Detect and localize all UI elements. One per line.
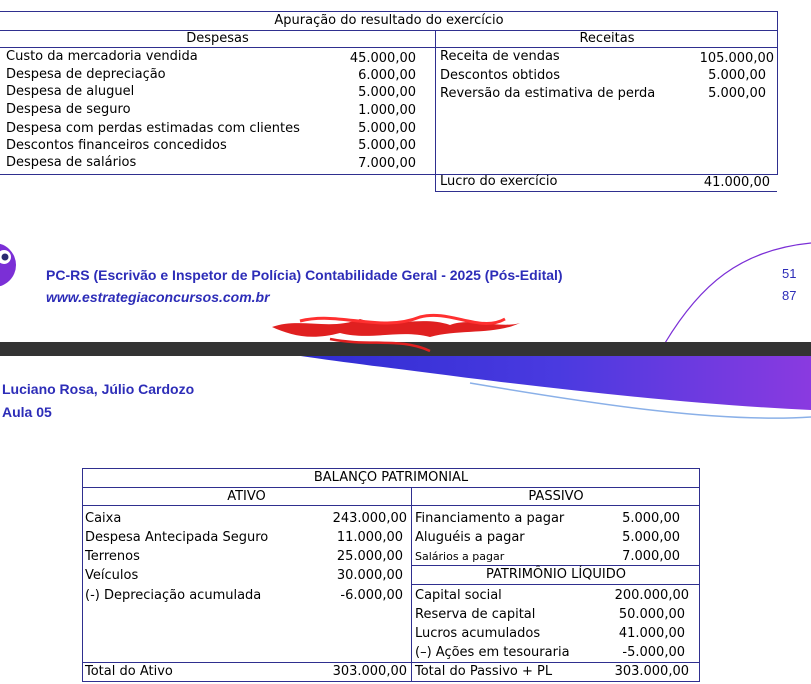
dre-lucro-underline: [435, 191, 777, 192]
bal-border-bottom: [82, 681, 700, 682]
ativo-label: Terrenos: [85, 549, 140, 564]
dre-center-divider: [435, 30, 436, 192]
pl-label: Capital social: [415, 588, 502, 603]
total-passivo-label: Total do Passivo + PL: [415, 664, 553, 679]
despesa-value: 7.000,00: [358, 156, 416, 171]
ativo-label: Veículos: [85, 568, 139, 583]
ativo-value: 11.000,00: [336, 530, 403, 545]
header-decoration: [0, 205, 811, 445]
authors: Luciano Rosa, Júlio Cardozo: [2, 381, 195, 397]
bal-header-divider: [82, 505, 700, 506]
passivo-label: Financiamento a pagar: [415, 511, 565, 526]
pl-label: Lucros acumulados: [415, 626, 541, 641]
dre-title: Apuração do resultado do exercício: [274, 13, 504, 28]
despesa-value: 45.000,00: [349, 51, 416, 66]
passivo-header: PASSIVO: [528, 489, 584, 504]
receita-label: Reversão da estimativa de perda: [440, 86, 656, 101]
total-ativo-label: Total do Ativo: [85, 664, 173, 679]
course-title: PC-RS (Escrivão e Inspetor de Polícia) Contabilidade Geral - 2025 (Pós-Edital): [46, 267, 563, 283]
despesa-label: Despesa de depreciação: [6, 67, 166, 82]
passivo-value: 7.000,00: [622, 549, 680, 564]
bal-title: BALANÇO PATRIMONIAL: [313, 470, 469, 485]
despesa-label: Despesa de seguro: [6, 102, 131, 117]
pl-label: (–) Ações em tesouraria: [415, 645, 570, 660]
despesa-value: 5.000,00: [358, 121, 416, 136]
receita-label: Descontos obtidos: [440, 68, 560, 83]
pl-value: 200.000,00: [614, 588, 689, 603]
passivo-label: Salários a pagar: [415, 550, 505, 563]
despesa-value: 5.000,00: [358, 138, 416, 153]
page-current: 51: [782, 266, 797, 281]
total-passivo-value: 303.000,00: [614, 664, 689, 679]
ativo-value: -6.000,00: [340, 588, 403, 603]
receita-value: 5.000,00: [708, 68, 766, 83]
lucro-label: Lucro do exercício: [440, 174, 558, 189]
ativo-label: Despesa Antecipada Seguro: [85, 530, 269, 545]
lucro-value: 41.000,00: [703, 175, 770, 190]
passivo-label: Aluguéis a pagar: [415, 530, 525, 545]
receita-label: Receita de vendas: [440, 49, 560, 64]
pl-value: -5.000,00: [622, 645, 685, 660]
despesa-label: Despesa de aluguel: [6, 84, 135, 99]
bal-pl-divider: [411, 584, 700, 585]
despesa-label: Despesa com perdas estimadas com clientes: [6, 121, 300, 136]
lesson: Aula 05: [2, 404, 52, 420]
despesa-label: Descontos financeiros concedidos: [6, 138, 227, 153]
ativo-header: ATIVO: [227, 489, 266, 504]
passivo-value: 5.000,00: [622, 511, 680, 526]
despesa-value: 1.000,00: [358, 103, 416, 118]
pl-value: 50.000,00: [618, 607, 685, 622]
despesa-label: Custo da mercadoria vendida: [6, 49, 198, 64]
page-total: 87: [782, 288, 797, 303]
despesa-value: 6.000,00: [358, 68, 416, 83]
pl-header: PATRIMÔNIO LÍQUIDO: [486, 567, 626, 582]
site-url[interactable]: www.estrategiaconcursos.com.br: [46, 289, 270, 305]
total-ativo-value: 303.000,00: [332, 664, 407, 679]
ativo-label: (-) Depreciação acumulada: [85, 588, 262, 603]
passivo-value: 5.000,00: [622, 530, 680, 545]
logo-circle: [0, 243, 16, 287]
dre-receitas-header: Receitas: [579, 31, 635, 46]
pl-value: 41.000,00: [618, 626, 685, 641]
ativo-value: 25.000,00: [336, 549, 403, 564]
page-header-band: [0, 205, 811, 445]
dre-despesas-header: Despesas: [186, 31, 249, 46]
pl-label: Reserva de capital: [415, 607, 536, 622]
ativo-label: Caixa: [85, 511, 122, 526]
receita-value: 5.000,00: [708, 86, 766, 101]
despesa-label: Despesa de salários: [6, 155, 137, 170]
ativo-value: 30.000,00: [336, 568, 403, 583]
receita-value: 105.000,00: [699, 51, 774, 66]
despesa-value: 5.000,00: [358, 85, 416, 100]
ativo-value: 243.000,00: [332, 511, 407, 526]
